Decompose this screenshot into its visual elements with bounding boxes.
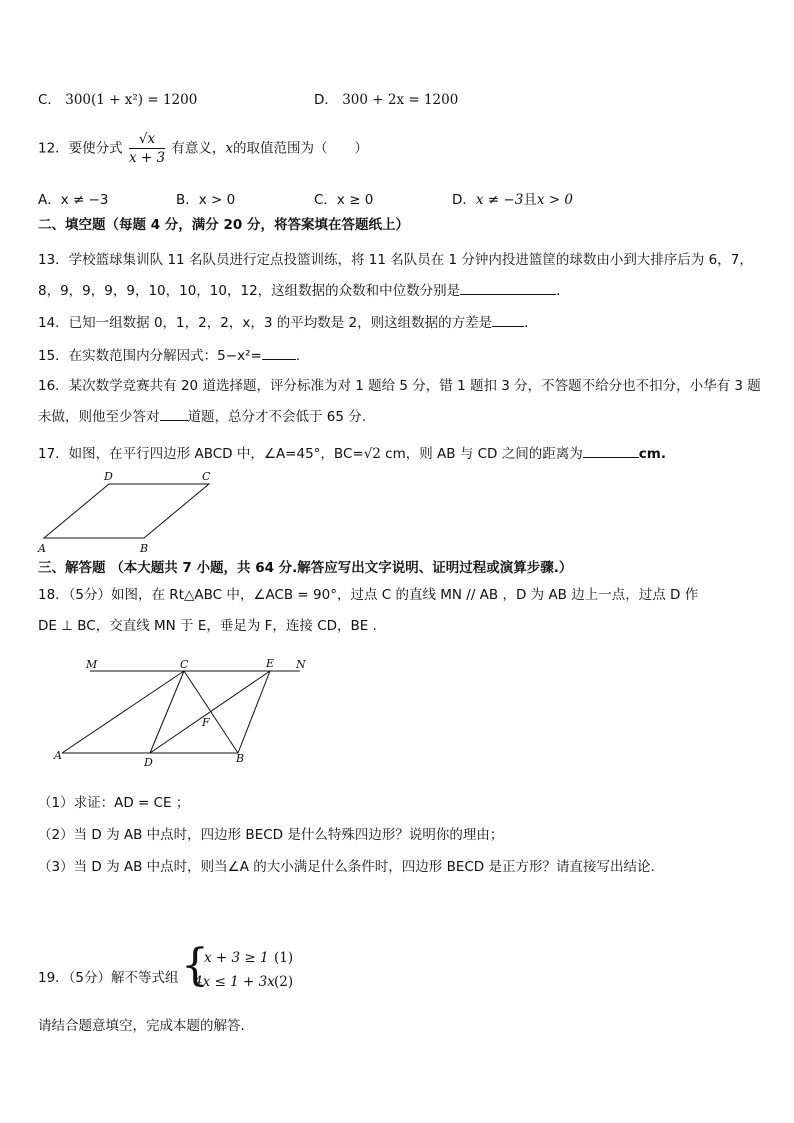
segment-cb [184, 671, 238, 753]
q12-option-d-expr2: x > 0 [536, 192, 573, 208]
q12-suffix2: 的取值范围为（ ） [233, 140, 369, 157]
q12-option-c: C．x ≥ 0 [314, 192, 374, 208]
q13-end: . [556, 283, 561, 299]
label-c: C [180, 658, 189, 671]
q12-suffix: 有意义， [171, 140, 226, 157]
q13-line1: 13．学校篮球集训队 11 名队员进行定点投篮训练，将 11 名队员在 1 分钟内投进篮筐的球数由小到大排序后为 6，7， [38, 252, 753, 268]
section-2-heading: 二、填空题（每题 4 分，满分 20 分，将答案填在答题纸上） [38, 217, 409, 233]
label-e: E [266, 657, 275, 670]
q12-var: x [225, 140, 234, 157]
q12-fraction-denominator: x + 3 [128, 150, 166, 166]
q15-text: 15．在实数范围内分解因式：5−x²= [38, 348, 262, 364]
q12-option-d-expr1: x ≠ −3 [475, 192, 524, 208]
label-b: B [236, 752, 245, 765]
q14-text: 14．已知一组数据 0，1，2，2，x，3 的平均数是 2，则这组数据的方差是 [38, 315, 493, 331]
q17-text-a: 17．如图，在平行四边形 ABCD 中，∠A=45°，BC= [38, 446, 364, 462]
segment-de [150, 671, 270, 753]
q17-end: cm. [638, 446, 666, 462]
q11-option-d-expr: 300 + 2x = 1200 [342, 92, 459, 108]
q12-option-d [452, 188, 573, 208]
q17-sqrt: √2 [363, 446, 381, 462]
q16-text-a: 未做，则他至少答对 [38, 409, 160, 425]
segment-eb [238, 671, 270, 753]
q16-line2 [38, 405, 366, 425]
q13-answer-blank[interactable] [460, 282, 556, 295]
label-a: A [54, 749, 62, 762]
q19-instruction: 请结合题意填空，完成本题的解答. [38, 1018, 245, 1034]
q12-stem [38, 131, 368, 166]
q18-geometry-figure [50, 655, 320, 770]
q11-option-c-expr: 300(1 + x²) = 1200 [65, 92, 198, 108]
q13-text: 8，9，9，9，9，10，10，10，12，这组数据的众数和中位数分别是 [38, 283, 461, 299]
section-3-heading: 三、解答题 （本大题共 7 小题，共 64 分.解答应写出文字说明、证明过程或演算步骤.） [38, 560, 573, 576]
q17-answer-blank[interactable] [583, 445, 639, 458]
label-m: M [86, 658, 98, 671]
q14-end: . [524, 315, 529, 331]
parallelogram-abcd [44, 484, 209, 538]
q16-line1: 16．某次数学竞赛共有 20 道选择题，评分标准为对 1 题给 5 分，错 1 题扣 3 分，不答题不给分也不扣分，小华有 3 题 [38, 378, 761, 394]
q16-text-b: 道题，总分才不会低于 65 分. [187, 409, 367, 425]
q11-option-c-label: C． [38, 92, 61, 108]
segment-cd [150, 671, 184, 753]
q14-answer-blank[interactable] [492, 314, 524, 327]
q19-prefix: 19．（5分）解不等式组 [38, 970, 179, 986]
q18-line2: DE ⊥ BC，交直线 MN 于 E，垂足为 F，连接 CD，BE . [38, 618, 377, 634]
q14-stem [38, 311, 528, 331]
label-b: B [140, 542, 149, 554]
q18-part-1: （1）求证：AD = CE ； [38, 795, 190, 811]
q16-answer-blank[interactable] [160, 408, 188, 421]
label-d: D [104, 470, 113, 483]
q17-text-b: cm，则 AB 与 CD 之间的距离为 [380, 446, 583, 462]
q12-prefix: 12．要使分式 [38, 140, 123, 157]
q19-brace: { [181, 940, 209, 991]
q17-stem [38, 442, 666, 462]
q13-line2 [38, 279, 560, 299]
q12-fraction-numerator: √x [129, 131, 165, 149]
q11-option-d [314, 88, 458, 108]
q15-end: . [295, 348, 301, 364]
label-c: C [202, 470, 211, 483]
q15-stem [38, 344, 300, 364]
label-d: D [144, 756, 153, 769]
segment-ac [62, 671, 184, 753]
q11-option-d-label: D． [314, 92, 338, 108]
q18-line1: 18．（5分）如图，在 Rt△ABC 中，∠ACB = 90°，过点 C 的直线 MN // AB ，D 为 AB 边上一点，过点 D 作 [38, 587, 699, 603]
q18-part-3: （3）当 D 为 AB 中点时，则当∠A 的大小满足什么条件时，四边形 BECD 是正方形？请直接写出结论. [38, 859, 655, 875]
q11-option-c [38, 88, 197, 108]
q18-part-2: （2）当 D 为 AB 中点时，四边形 BECD 是什么特殊四边形？说明你的理由； [38, 827, 504, 843]
label-f: F [202, 716, 210, 729]
q15-answer-blank[interactable] [262, 347, 296, 360]
label-n: N [296, 658, 306, 671]
q12-option-b: B．x > 0 [176, 192, 236, 208]
q19-tag-2: (2) [274, 974, 294, 990]
q19-inequality-1: x + 3 ≥ 1 [204, 950, 269, 966]
q19-inequality-2: 4x ≤ 1 + 3x [194, 974, 275, 990]
q12-option-d-label: D． [452, 192, 476, 208]
q12-option-d-mid: 且 [523, 192, 537, 208]
q17-parallelogram-figure [30, 468, 230, 554]
q12-fraction [129, 131, 165, 166]
label-a: A [38, 542, 46, 554]
q12-option-a: A．x ≠ −3 [38, 192, 109, 208]
q19-tag-1: (1) [274, 950, 294, 966]
